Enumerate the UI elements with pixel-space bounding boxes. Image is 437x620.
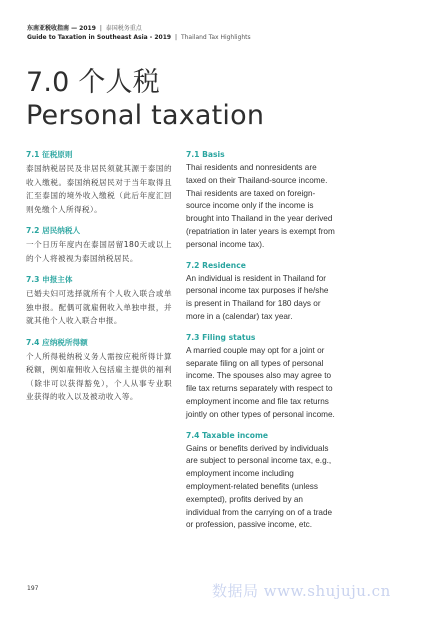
page-title <box>26 66 264 132</box>
english-column <box>186 150 336 541</box>
section-zh-basis <box>26 150 172 216</box>
section-zh-filing-status <box>26 275 172 328</box>
page-title-zh: 7.0 个人税 <box>26 67 160 98</box>
chinese-column <box>26 150 172 414</box>
section-en-taxable-income <box>186 431 336 533</box>
section-en-residence <box>186 261 336 324</box>
section-en-basis <box>186 150 336 252</box>
header-line-zh: 东南亚税收指南 — 2019 | 泰国税务重点 <box>27 25 142 32</box>
section-en-filing-status <box>186 333 336 422</box>
section-body: An individual is resident in Thailand for personal income tax purposes if he/she is present in Thailand for 180 days or more in a (calendar) tax year. <box>186 273 329 321</box>
section-body: 一个日历年度内在泰国居留180天或以上的个人将被视为泰国纳税居民。 <box>26 240 172 263</box>
section-body: 已婚夫妇可选择就所有个人收入联合或单独申报。配偶可就雇佣收入单独申报，并就其他个人收入联合申报。 <box>26 289 172 325</box>
watermark: 数据局 www.shujuju.cn <box>212 582 391 600</box>
section-heading: 7.2 居民纳税人 <box>26 226 81 235</box>
page-number: 197 <box>27 585 39 592</box>
running-header <box>27 25 251 42</box>
header-line-en: Guide to Taxation in Southeast Asia - 2019 | Thailand Tax Highlights <box>27 33 251 41</box>
section-body: A married couple may opt for a joint or separate filing on all types of personal income. The spouses also may agree to file tax returns separately with respect to employment income and file tax returns jointly on other types of personal income. <box>186 345 335 419</box>
section-heading: 7.2 Residence <box>186 260 246 270</box>
section-zh-residence <box>26 226 172 265</box>
section-body: 个人所得税纳税义务人需按应税所得计算税额，例如雇佣收入包括雇主提供的福利（除非可以获得豁免），个人从事专业职业获得的收入以及被动收入等。 <box>26 351 172 401</box>
section-body: 泰国纳税居民及非居民须就其源于泰国的收入缴税。泰国纳税居民对于当年取得且汇至泰国的境外收入缴税（此后年度汇回则免缴个人所得税）。 <box>26 164 172 214</box>
section-body: Thai residents and nonresidents are taxed on their Thailand-source income. Thai residents are taxed on foreign-source income only if the income is brought into Thailand in the year derived (repatriation in later years is exempt from personal income tax). <box>186 163 335 249</box>
section-zh-taxable-income <box>26 338 172 404</box>
page-title-en: Personal taxation <box>26 100 265 131</box>
section-heading: 7.4 Taxable income <box>186 430 269 440</box>
section-heading: 7.1 征税原则 <box>26 150 73 159</box>
section-heading: 7.1 Basis <box>186 150 225 159</box>
section-heading: 7.3 申报主体 <box>26 275 73 284</box>
section-heading: 7.4 应纳税所得额 <box>26 337 88 347</box>
section-body: Gains or benefits derived by individuals are subject to personal income tax, e.g., employment income including employment-related benefits (unless exempted), profits derived by an individual from the carrying on of a trade or profession, passive income, etc. <box>186 443 333 530</box>
section-heading: 7.3 Filing status <box>186 332 256 342</box>
